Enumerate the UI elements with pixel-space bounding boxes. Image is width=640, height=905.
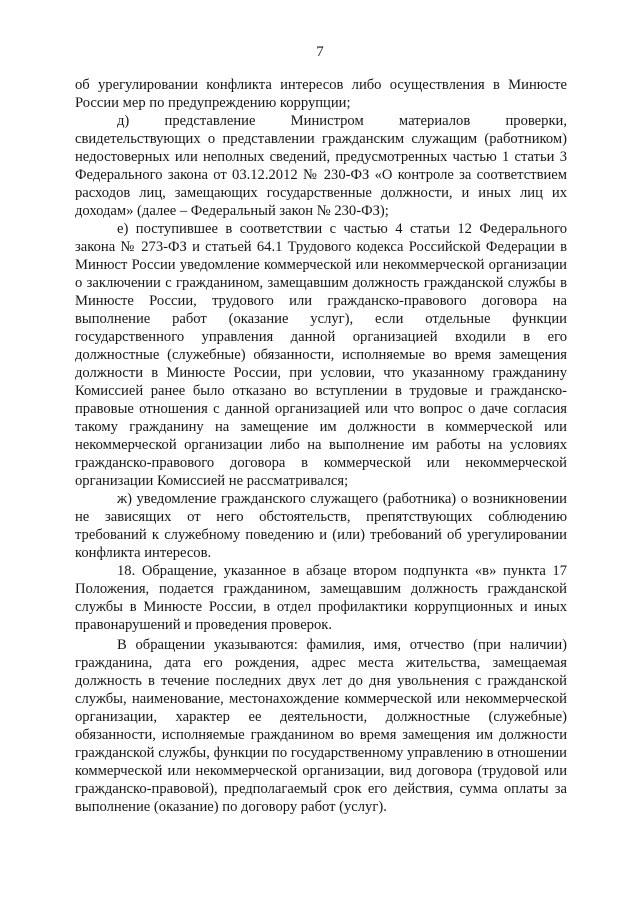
paragraph-conflict-settlement: об урегулировании конфликта интересов либо осуществления в Минюсте России мер по предупреждению коррупции; — [75, 77, 567, 111]
paragraph-item-e: е) поступившее в соответствии с частью 4 статьи 12 Федерального закона № 273-ФЗ и статьей 64.1 Трудового кодекса Российской Федерации в Минюст России уведомление коммерческой или некоммерческой организации о заключении с гражданином, замещавшим должность гражданской службы в Минюсте России, трудового или гражданско-правового договора на выполнение работ (оказание услуг), если отдельные функции государственного управления данной организацией входили в его должностные (служебные) обязанности, исполняемые во время замещения должности в Минюсте России, при условии, что указанному гражданину Комиссией ранее было отказано во вступлении в трудовые и гражданско-правовые отношения с данной организацией или что вопрос о даче согласия такому гражданину на замещение им должности в коммерческой или некоммерческой организации либо на выполнение им работы на условиях гражданско-правового договора в коммерческой или некоммерческой организации Комиссией не рассматривался; — [75, 221, 567, 489]
paragraph-item-d: д) представление Министром материалов проверки, свидетельствующих о представлении гражданским служащим (работником) недостоверных или неполных сведений, предусмотренных частью 1 статьи 3 Федерального закона от 03.12.2012 № 230-ФЗ «О контроле за соответствием расходов лиц, замещающих государственные должности, и иных лиц их доходам» (далее – Федеральный закон № 230-ФЗ); — [75, 113, 567, 219]
document-body — [75, 76, 567, 816]
paragraph-appeal-contents: В обращении указываются: фамилия, имя, отчество (при наличии) гражданина, дата его рождения, адрес места жительства, замещаемая должность в течение последних двух лет до дня увольнения с гражданской службы, наименование, местонахождение коммерческой или некоммерческой организации, характер ее деятельности, должностные (служебные) обязанности, исполняемые гражданином во время замещения им должности гражданской службы, функции по государственному управлению в отношении коммерческой или некоммерческой организации, вид договора (трудовой или гражданско-правовой), предполагаемый срок его действия, сумма оплаты за выполнение (оказание) по договору работ (услуг). — [75, 637, 567, 815]
page-number: 7 — [316, 44, 324, 60]
paragraph-item-zh: ж) уведомление гражданского служащего (работника) о возникновении не зависящих от него обстоятельств, препятствующих соблюдению требований к служебному поведению и (или) требований об урегулировании конфликта интересов. — [75, 491, 567, 561]
paragraph-item-18: 18. Обращение, указанное в абзаце втором подпункта «в» пункта 17 Положения, подается гражданином, замещавшим должность гражданской службы в Минюсте России, в отдел профилактики коррупционных и иных правонарушений и проведения проверок. — [75, 563, 567, 633]
